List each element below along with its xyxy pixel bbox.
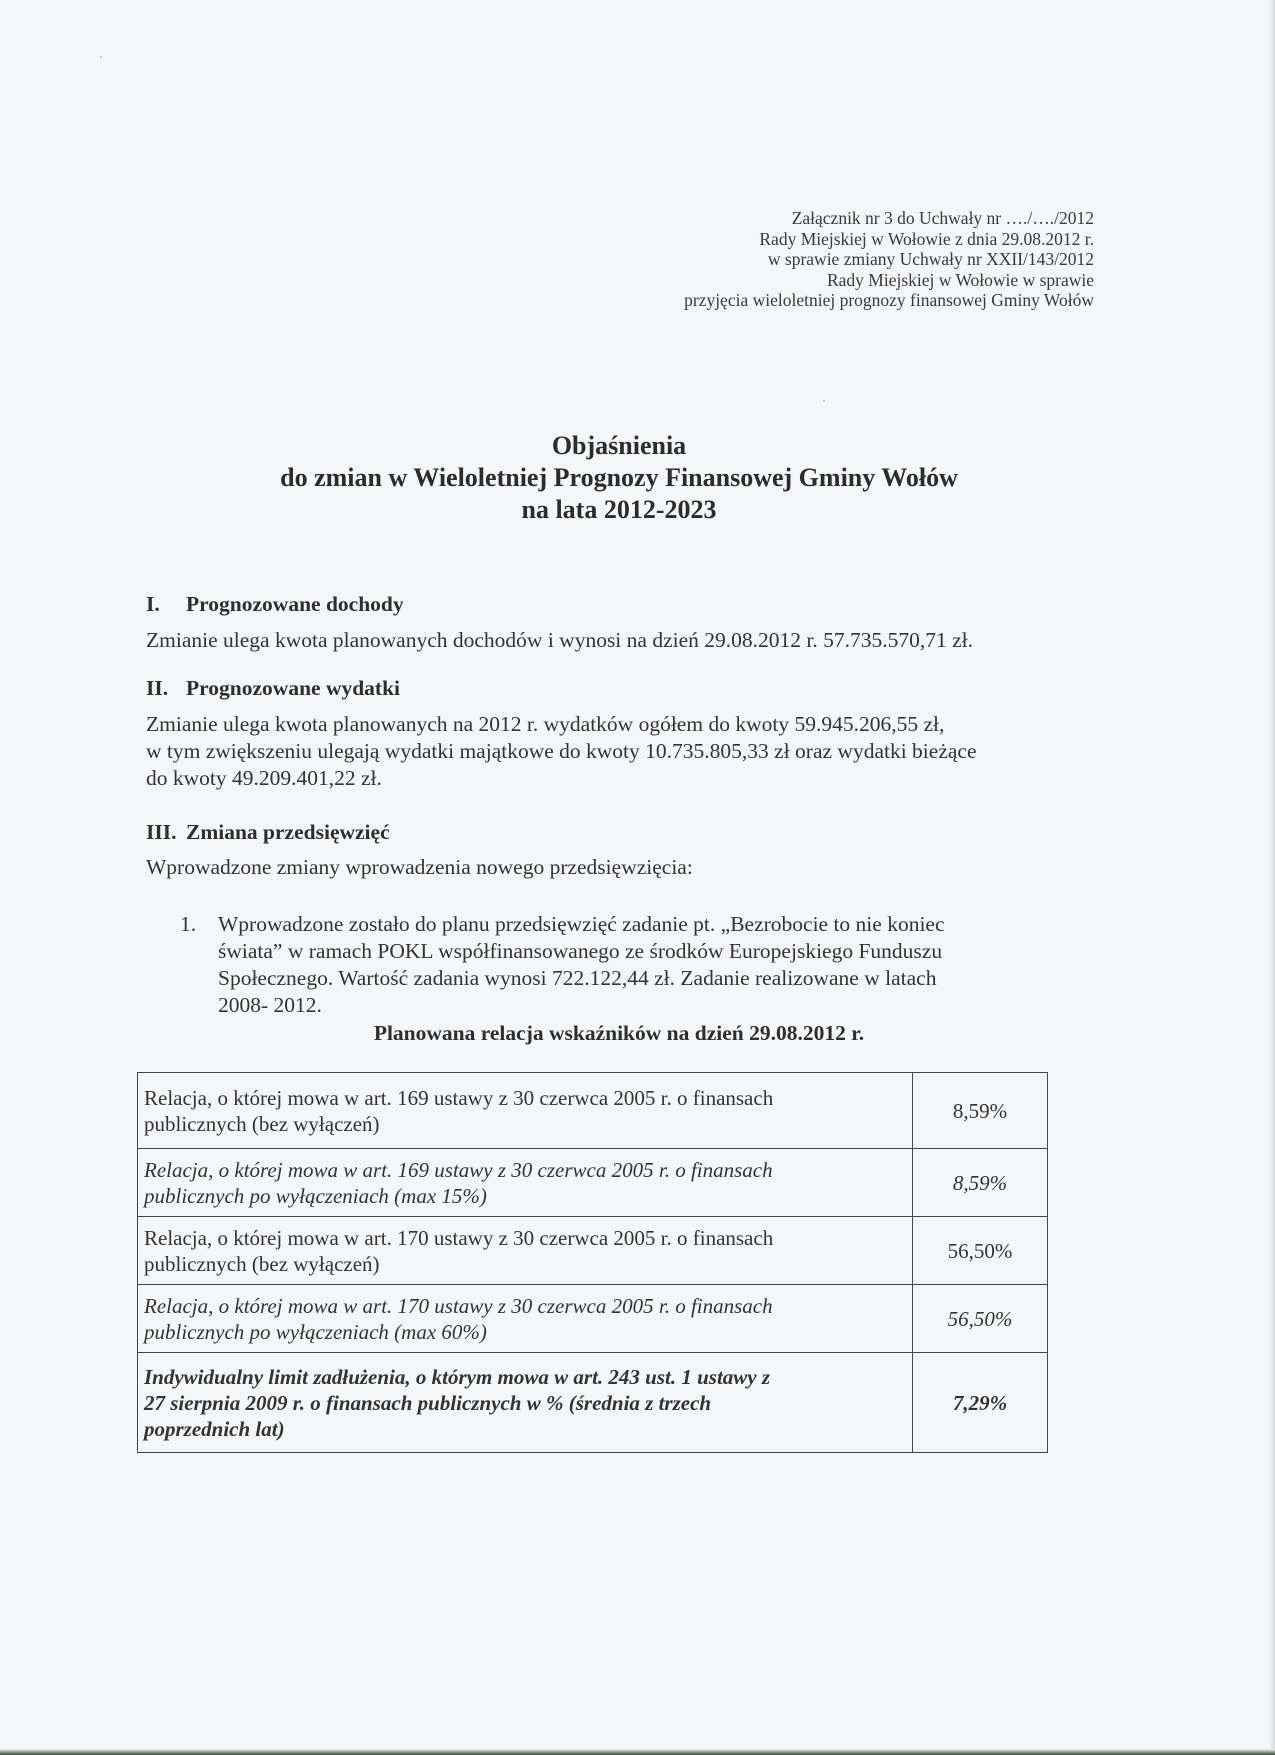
title-line: na lata 2012-2023 [521, 495, 717, 524]
ratio-table [137, 1072, 1048, 1453]
section-title: Zmiana przedsięwzięć [186, 820, 390, 844]
table-row [138, 1217, 1048, 1285]
paragraph-line: w tym zwiększeniu ulegają wydatki majątkowe do kwoty 10.735.805,33 zł oraz wydatki bieżące [146, 739, 977, 763]
section-heading-income [146, 592, 404, 617]
table-cell-value: 7,29% [913, 1353, 1048, 1453]
document-title [0, 430, 1238, 526]
section-number: II. [146, 676, 169, 700]
table-cell-value: 8,59% [913, 1073, 1048, 1149]
list-item-content [218, 911, 1092, 1019]
list-line: Społecznego. Wartość zadania wynosi 722.122,44 zł. Zadanie realizowane w latach [218, 966, 937, 990]
section-title: Prognozowane wydatki [186, 676, 401, 700]
list-line: 2008- 2012. [218, 993, 322, 1017]
table-row [138, 1353, 1048, 1453]
header-line: Rady Miejskiej w Wołowie z dnia 29.08.2012 r. [759, 228, 1094, 249]
table-row [138, 1149, 1048, 1217]
section-heading-projects [146, 820, 390, 845]
table-caption: Planowana relacja wskaźników na dzień 29.08.2012 r. [373, 1021, 865, 1045]
table-cell-value: 56,50% [913, 1285, 1048, 1353]
scan-speck [823, 400, 825, 402]
paragraph-line: Zmianie ulega kwota planowanych dochodów i wynosi na dzień 29.08.2012 r. 57.735.570,71 zł. [146, 628, 973, 652]
list-line: świata” w ramach POKL współfinansowanego ze środków Europejskiego Funduszu [218, 939, 943, 963]
table-cell-description: Relacja, o której mowa w art. 170 ustawy z 30 czerwca 2005 r. o finansach publicznych (bez wyłączeń) [138, 1217, 913, 1285]
list-line: Wprowadzone zostało do planu przedsięwzięć zadanie pt. „Bezrobocie to nie koniec [218, 912, 945, 936]
section-text-projects [146, 854, 1091, 881]
table-row [138, 1285, 1048, 1353]
table-cell-value: 8,59% [913, 1149, 1048, 1217]
section-number: I. [146, 592, 160, 616]
table-cell-description: Relacja, o której mowa w art. 169 ustawy z 30 czerwca 2005 r. o finansach publicznych po wyłączeniach (max 15%) [138, 1149, 913, 1217]
table-cell-description: Relacja, o której mowa w art. 169 ustawy z 30 czerwca 2005 r. o finansach publicznych (bez wyłączeń) [138, 1073, 913, 1149]
header-line: przyjęcia wieloletniej prognozy finansowej Gminy Wołów [684, 290, 1094, 310]
table-cell-description: Indywidualny limit zadłużenia, o którym mowa w art. 243 ust. 1 ustawy z 27 sierpnia 2009 r. o finansach publicznych w % (średnia z trzech poprzednich lat) [138, 1353, 913, 1453]
paragraph-line: do kwoty 49.209.401,22 zł. [146, 766, 382, 790]
table-cell-value: 56,50% [913, 1217, 1048, 1285]
header-line: Załącznik nr 3 do Uchwały nr …./…./2012 [791, 208, 1094, 228]
list-marker: 1. [180, 912, 197, 936]
scan-edge [1269, 0, 1275, 1755]
title-line: Objaśnienia [551, 431, 687, 460]
paragraph-line: Zmianie ulega kwota planowanych na 2012 r. wydatków ogółem do kwoty 59.945.206,55 zł, [146, 712, 945, 736]
section-text-expenses [146, 711, 1091, 792]
header-line: w sprawie zmiany Uchwały nr XXII/143/2012 [767, 249, 1094, 269]
attachment-header [684, 208, 1094, 311]
header-line: Rady Miejskiej w Wołowie w sprawie [826, 269, 1094, 290]
paragraph-line: Wprowadzone zmiany wprowadzenia nowego przedsięwzięcia: [146, 855, 693, 879]
table-cell-description: Relacja, o której mowa w art. 170 ustawy z 30 czerwca 2005 r. o finansach publicznych po wyłączeniach (max 60%) [138, 1285, 913, 1353]
section-text-income [146, 627, 1091, 654]
section-title: Prognozowane dochody [186, 592, 404, 616]
section-heading-expenses [146, 676, 400, 701]
section-number: III. [146, 820, 177, 844]
title-line: do zmian w Wieloletniej Prognozy Finansowej Gminy Wołów [280, 463, 958, 492]
scan-speck [100, 56, 102, 58]
table-row [138, 1073, 1048, 1149]
list-item [180, 911, 1092, 1019]
scan-edge [0, 1749, 1275, 1755]
